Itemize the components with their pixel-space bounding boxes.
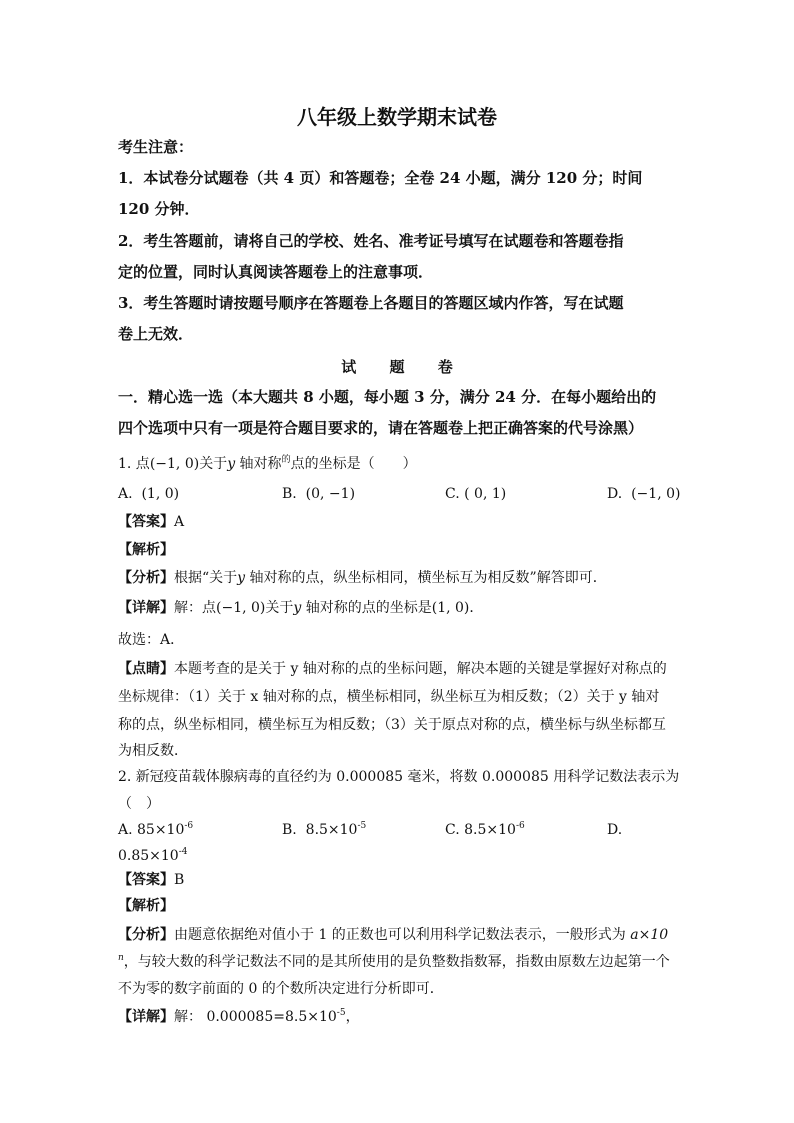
q2-answer: 【答案】B [118,872,185,888]
q1-choose: 故选：A． [118,632,185,648]
q2-option-a: A. $85\times 10^{-6}$ [118,821,194,838]
q1-option-d: D. (−1, 0) [607,486,681,502]
q1-comment-1: 【点睛】本题考查的是关于 y 轴对称的点的坐标问题，解决本题的关键是掌握好对称点的 [118,661,667,677]
q1-fenxi: 【分析】根据“关于y 轴对称的点，纵坐标相同，横坐标互为相反数”解答即可． [118,570,607,586]
q2-option-d-value: $0.85\times 10^{-4}$ [118,847,188,864]
q2-detail: 【详解】解： $0.000085=8.5\times 10^{-5}$， [118,1008,360,1025]
q2-option-c: C. $8.5\times 10^{-6}$ [445,821,525,838]
section-title-char: 试 [341,358,357,376]
q2-analysis-tag: 【解析】 [118,898,174,914]
notice-line-3: 2．考生答题前，请将自己的学校、姓名、准考证号填写在试题卷和答题卷指 [118,232,624,250]
q2-fenxi-3: 不为零的数字前面的 0 的个数所决定进行分析即可． [118,981,444,997]
notice-line-2: 120 分钟． [118,200,200,218]
section-title-char: 卷 [437,358,453,376]
section-title [0,356,794,377]
notice-line-6: 卷上无效． [118,325,194,343]
page-title: 八年级上数学期末试卷 [297,105,497,129]
q2-fenxi-1: 【分析】由题意依据绝对值小于 1 的正数也可以利用科学记数法表示，一般形式为 a×10 [118,927,669,943]
notice-heading: 考生注意： [118,138,194,156]
q2-stem-2: （ ） [118,796,160,812]
q2-stem-1: 2. 新冠疫苗载体腺病毒的直径约为 0.000085 毫米，将数 0.000085 用科学记数法表示为 [118,769,680,785]
q1-option-c: C. ( 0, 1) [445,486,507,502]
q1-answer: 【答案】A [118,514,185,530]
part1-heading-1: 一．精心选一选（本大题共 8 小题，每小题 3 分，满分 24 分．在每小题给出的 [118,388,657,406]
section-title-char: 题 [389,358,405,376]
part1-heading-2: 四个选项中只有一项是符合题目要求的，请在答题卷上把正确答案的代号涂黑） [118,419,644,437]
q1-stem: 1. 点(−1, 0)关于y 轴对称$^的$点的坐标是（ ） [118,455,417,472]
q2-option-d: D. [607,822,623,838]
notice-line-1: 1．本试卷分试题卷（共 4 页）和答题卷；全卷 24 小题，满分 120 分；时间 [118,169,643,187]
q1-detail: 【详解】解：点(−1, 0)关于y 轴对称的点的坐标是(1, 0)． [118,600,484,616]
q1-option-b: B. (0, −1) [282,486,356,502]
q1-comment-2: 坐标规律：（1）关于 x 轴对称的点，横坐标相同，纵坐标互为相反数；（2）关于 y 轴对 [118,689,660,705]
q1-comment-4: 为相反数． [118,743,188,759]
q2-option-b: B. $8.5\times 10^{-5}$ [282,821,367,838]
notice-line-4: 定的位置，同时认真阅读答题卷上的注意事项． [118,263,434,281]
notice-line-5: 3．考生答题时请按题号顺序在答题卷上各题目的答题区域内作答，写在试题 [118,294,624,312]
q1-option-a: A. (1, 0) [118,486,180,502]
q1-analysis-tag: 【解析】 [118,542,174,558]
q1-comment-3: 称的点，纵坐标相同，横坐标互为相反数；（3）关于原点对称的点，横坐标与纵坐标都互 [118,717,666,733]
q2-fenxi-2: $^n$，与较大数的科学记数法不同的是其所使用的是负整数指数幂，指数由原数左边起第一个 [118,953,670,970]
